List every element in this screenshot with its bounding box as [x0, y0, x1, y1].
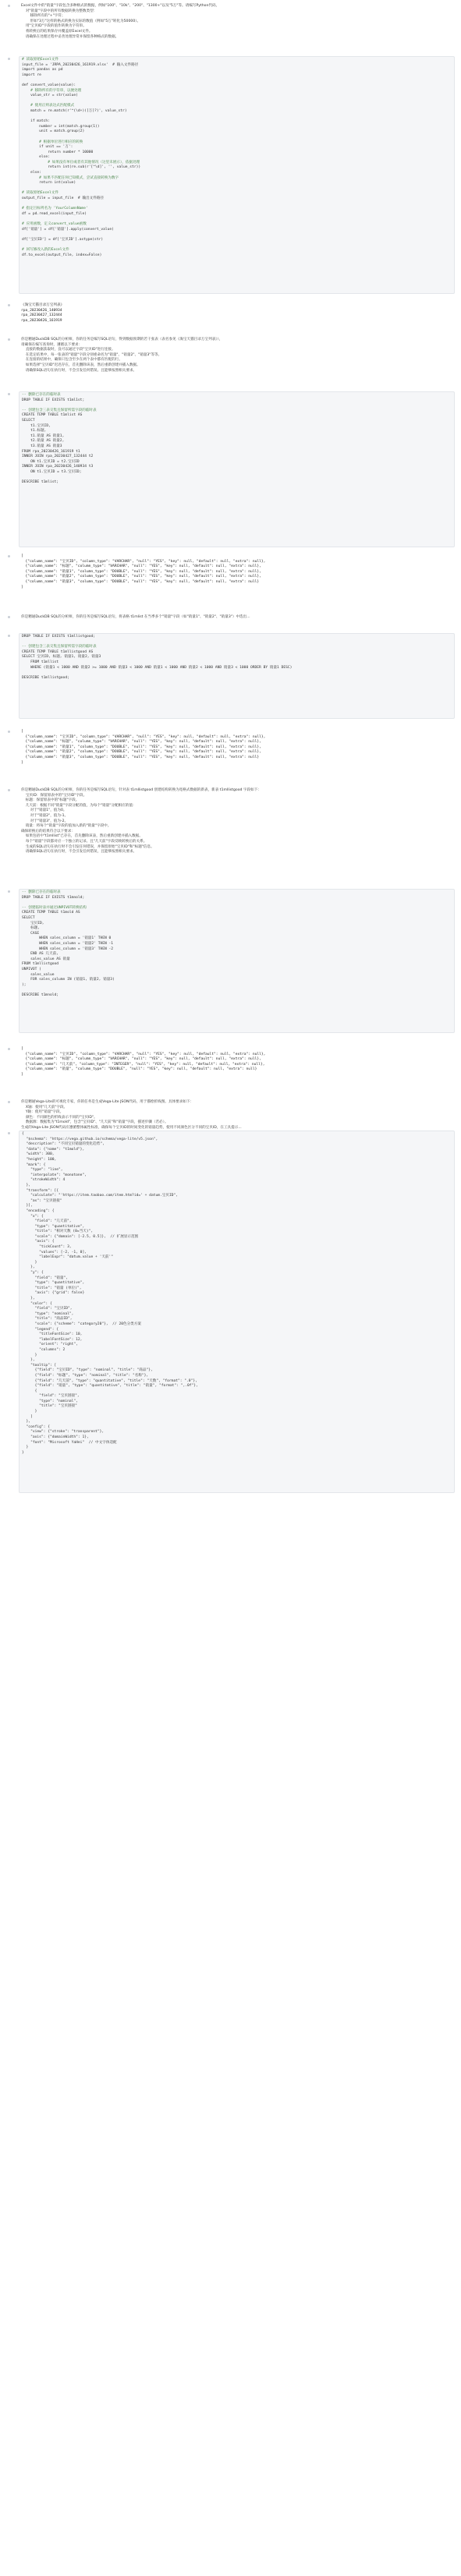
notebook-cell-out — [6, 554, 458, 599]
notebook-cell-code[interactable] — [6, 633, 458, 719]
notebook-cell-prose — [6, 614, 458, 625]
notebook-cell-code[interactable] — [6, 56, 458, 294]
cell-marker-icon — [8, 789, 10, 791]
cell-marker-icon — [8, 393, 10, 395]
code-editor[interactable]: { "$schema": "https://vega.github.io/schema/vega-lite/v5.json", "description": "不同宝贝销量的变化趋势", "data": {"name": "t1mold"}, "width": 300, "height": 100, "mark": { "type": "line", "interpolate": "monotone", "strokeWidth": 4 }, "transform": [{ "calculate": "'https://item.taobao.com/item.htm?id=' + datum.宝贝ID", "as": "宝贝链接" }], "encoding": { "x": { "field": "几天前", "type": "quantitative", "title": "相对天数 (0=当天)", "scale": {"domain": [-2.5, 0.5]}, // 扩展显示范围 "axis": { "tickCount": 3, "values": [-2, -1, 0], "labelExpr": "datum.value + '天前'" } }, "y": { "field": "销量", "type": "quantitative", "title": "销量 (单位)", "axis": {"grid": false} }, "color": { "field": "宝贝ID", "type": "nominal", "title": "商品ID", "scale": {"scheme": "category20"}, // 20色分类方案 "legend": { "titleFontSize": 10, "labelFontSize": 12, "orient": "right", "columns": 2 } }, "tooltip": [ {"field": "宝贝ID", "type": "nominal", "title": "商品"}, {"field": "标题", "type": "nominal", "title": "名称"}, {"field": "几天前", "type": "quantitative", "title": "天数", "format": ".0"}, {"field": "销量", "type": "quantitative", "title": "销量", "format": ",.0f"}, { "field": "宝贝链接", "type": "nominal", "title": "宝贝链接" } ] }, "config": { "view": {"stroke": "transparent"}, "axis": {"domainWidth": 1}, "font": "Microsoft YaHei" // 中文字体适配 } } — [19, 1131, 455, 1493]
notebook-cell-out — [6, 1046, 458, 1085]
cell-marker-icon — [8, 1048, 10, 1050]
cell-marker-icon — [8, 890, 10, 893]
notebook-cell-out — [6, 303, 458, 331]
cell-marker-icon — [8, 58, 10, 60]
cell-output: [ {"column_name": "宝贝ID", "column_type": "VARCHAR", "null": "YES", "key": null, "default": null, "extra": null}, {"column_name": "标题", "column_type": "VARCHAR", "null": "YES", "key": null, "default": null, "extra": null}, {"column_name": "销量1", "column_type": "DOUBLE", "null": "YES", "key": null, "default": null, "extra": null}, {"column_name": "销量2", "column_type": "DOUBLE", "null": "YES", "key": null, "default": null, "extra": null}, {"column_name": "销量3", "column_type": "DOUBLE", "null": "YES", "key": null, "default": null, "extra": null} ] — [21, 730, 266, 765]
markdown-text: 你是精通DuckDB SQL的分析师，你的任务是编写SQL语句，将表格 t1mlist 在当季多个"销量"字段（如"销量1"、"销量2"、"销量3"）中选出... — [21, 615, 250, 619]
code-editor[interactable]: DROP TABLE IF EXISTS t1mllistgood; -- 创建包含三表交集且保留所需字段的临时表 CREATE TEMP TABLE t1mllistgood AS SELECT 宝贝ID, 标题, 销量1, 销量2, 销量3 FROM t1mllist WHERE (销量1 < 1000 AND 销量2 >= 1000 AND 销量3 < 1000 AND 销量1 < 1000 AND 销量2 < 1000 AND 销量3 < 1000 ORDER BY 销量1 DESC) DESCRIBE t1mllistgood; — [19, 633, 455, 719]
code-editor[interactable]: -- 删除已存在的临时表 DROP TABLE IF EXISTS t1mnold; -- 创建临时表并通过UNPIVOT转换结构 CREATE TEMP TABLE t1mold AS SELECT 宝贝ID, 标题, CASE WHEN sales_column = '销量1' THEN 0 WHEN sales_column = '销量2' THEN -1 WHEN sales_column = '销量3' THEN -2 END AS 几天前, sales_value AS 销量 FROM t1mllistgood UNPIVOT ( sales_value FOR sales_column IN (销量1, 销量2, 销量3) ); DESCRIBE t1mnold; — [19, 889, 455, 1033]
notebook-cell-out — [6, 729, 458, 774]
notebook-cell-prose — [6, 337, 458, 385]
cell-output: 《淘宝天猫目录万宝列表》 rpa_20230426_140934 rpa_20230427_132444 rpa_20230426_161919 — [21, 303, 65, 323]
markdown-text: 你是精通Vega-Lite的可视化专家，你的任务是生成Vega-Lite JSON代码，用于描绘折线图。具体要求如下： X轴：使用"几天前"字段。 Y轴：使用"销量"字段。 颜色：不同颜色的折线表示不同的"宝贝ID"。 数据源：数据集为"t1mold"，包含"宝贝ID"、"几天前"和"销量"字段，描述步骤（若必）。 生成的Vega-Lite JSON代码应遵循整体属性标准，确保每个宝贝ID的时间变化的销量趋势，使用不同颜色区分不同的宝贝ID，在工具提示... — [21, 1100, 242, 1130]
cell-marker-icon — [8, 338, 10, 341]
code-editor[interactable]: # 读取原始Excel文件 input_file = 'JRPA_20230426_161919.xlsx' # 输入文件路径 import pandas as pd import re def convert_value(value): # 移除所有的字符串，以便处理 value_str = str(value) # 使用正则表达式匹配模式 match = re.match(r'^(\d+)([万]?)', value_str) if match: number = int(match.group(1)) unit = match.group(2) # 根据单位进行相应的转换 if unit == '万': return number * 10000 else: # 如果没有单位或者有其他情况（这里未展示），依据处理 return int(re.sub(r'[^\d]', '', value_str)) else: # 如果不匹配任何已知模式，尝试直接转换为数字 return int(value) # 读取原始Excel文件 output_file = input_file # 输出文件路径 # 指定目标列名为 'YourColumnName' df = pd.read_excel(input_file) # 应用函数，定义convert_value函数 df['销量'] = df['销量'].apply(convert_value) df['宝贝ID'] = df['宝贝ID'].astype(str) # 回写修改入新的Excel文件 df.to_excel(output_file, index=False) — [19, 56, 455, 294]
markdown-text: 你是精通DuckDB SQL的分析师，你的任务是编写SQL语句，得到数据预期的若干张表（表名参见《淘宝天猫目录万宝列表》）， 请确保在编写查询时，遵循以下要求： 直接的数据获取时，良可以通过字段"宝贝ID"进行连接。 在选定结果中，每一张表的"销量"字段分别重命名为"销量"、"销量2"、"销量3"等等。 在连接的结果中，确保只包含至少在两个表中都有匹配的行。 如果选择"宝贝ID"迟迟存在，首先删除该表，然后重新创建并插入数据。 请确保SQL语句在执行时，不会引发任何错误。且能够按照相关要求。 — [21, 338, 223, 373]
cell-marker-icon — [8, 5, 10, 7]
cell-marker-icon — [8, 555, 10, 557]
notebook-cell-code[interactable] — [6, 391, 458, 547]
markdown-text: Excel文件中的"销量"字段包含多种格式的数据，例如"100"、"10k"、"200"、"1300+"以及"5万"等。请编写Python代码， 对"销量"字段中的所有数据转换为整数类型： 移除所有的"+"字符； 形如"3万"这样的格式转换为实际的数值（例如"5万"转化为50000）。 用"宝贝ID"字段的值作转换为字符串。 将转换后的结果保存并覆盖原Excel文件。 请确保在处理过程中妥善处理异常并保留各种格式的数据。 — [21, 4, 220, 39]
notebook-cell-code[interactable] — [6, 889, 458, 1033]
notebook-cell-prose — [6, 1099, 458, 1130]
cell-output: [ {"column_name": "宝贝ID", "column_type": "VARCHAR", "null": "YES", "key": null, "default": null, "extra": null}, {"column_name": "标题", "column_type": "VARCHAR", "null": "YES", "key": null, "default": null, "extra": null}, {"column_name": "销量1", "column_type": "DOUBLE", "null": "YES", "key": null, "default": null, "extra": null}, {"column_name": "销量2", "column_type": "DOUBLE", "null": "YES", "key": null, "default": null, "extra": null}, {"column_name": "销量3", "column_type": "DOUBLE", "null": "YES", "key": null, "default": null, "extra": null} ] — [21, 554, 266, 589]
markdown-text: 你是精通DuckDB SQL的分析师，你的任务是编写SQL语句，针对表 t1mllistgood 创建结构转换为宽格式数据的新表，新表 t1mllistgood 字段如下： 宝贝ID：保留原表中的"宝贝ID"字段。 标题：保留原表中的"标题"字段。 几天前：根据不同"销量"字段分配的值，为每个"销量"分配相应的值： 对于"销量1"，值为0。 对于"销量2"，值为-1。 对于"销量3"，值为-2。 销量：将每个"销量"字段的值加入新的"销量"字段中。 确保转换后的结果符合以下要求： 如果包括中"t1mllist"已存在，首先删除该表，然后重新创建并插入数据。 每个"销量"字段都对应一个独立的记录。且"几天前"字段反映转换后的关系。 生成的SQL语句在执行时不会引发任何错误，并保留原始"宝贝ID"和"标题"信息。 请确保SQL语句在执行时，不会引发任何错误，且能够按照相关要求。 — [21, 788, 261, 855]
notebook-cell-prose — [6, 787, 458, 877]
cell-marker-icon — [8, 1132, 10, 1134]
cell-marker-icon — [8, 616, 10, 618]
cell-marker-icon — [8, 731, 10, 733]
code-editor[interactable]: -- 删除已存在的临时表 DROP TABLE IF EXISTS t1ml1st; -- 创建包含三表交集且保留所需字段的临时表 CREATE TEMP TABLE t1mlist AS SELECT t1.宝贝ID, t1.标题, t1.销量 AS 销量1, t2.销量 AS 销量2, t3.销量 AS 销量3 FROM rpa_20230426_161919 t1 INNER JOIN rpa_20230427_132444 t2 ON t1.宝贝ID = t2.宝贝ID INNER JOIN rpa_20230426_140934 t3 ON t1.宝贝ID = t3.宝贝ID; DESCRIBE t1mlist; — [19, 391, 455, 547]
cell-marker-icon — [8, 635, 10, 637]
notebook-cell-prose — [6, 3, 458, 48]
notebook-cell-code[interactable] — [6, 1131, 458, 1493]
cell-marker-icon — [8, 1101, 10, 1103]
cell-marker-icon — [8, 304, 10, 306]
cell-output: [ {"column_name": "宝贝ID", "column_type": "VARCHAR", "null": "YES", "key": null, "default": null, "extra": null}, {"column_name": "标题", "column_type": "VARCHAR", "null": "YES", "key": null, "default": null, "extra": null}, {"column_name": "几天前", "column_type": "INTEGER", "null": "YES", "key": null, "default": null, "extra": null}, {"column_name": "销量", "column_type": "DOUBLE", "null": "YES", "key": null, "default": null, "extra": null} ] — [21, 1047, 266, 1077]
